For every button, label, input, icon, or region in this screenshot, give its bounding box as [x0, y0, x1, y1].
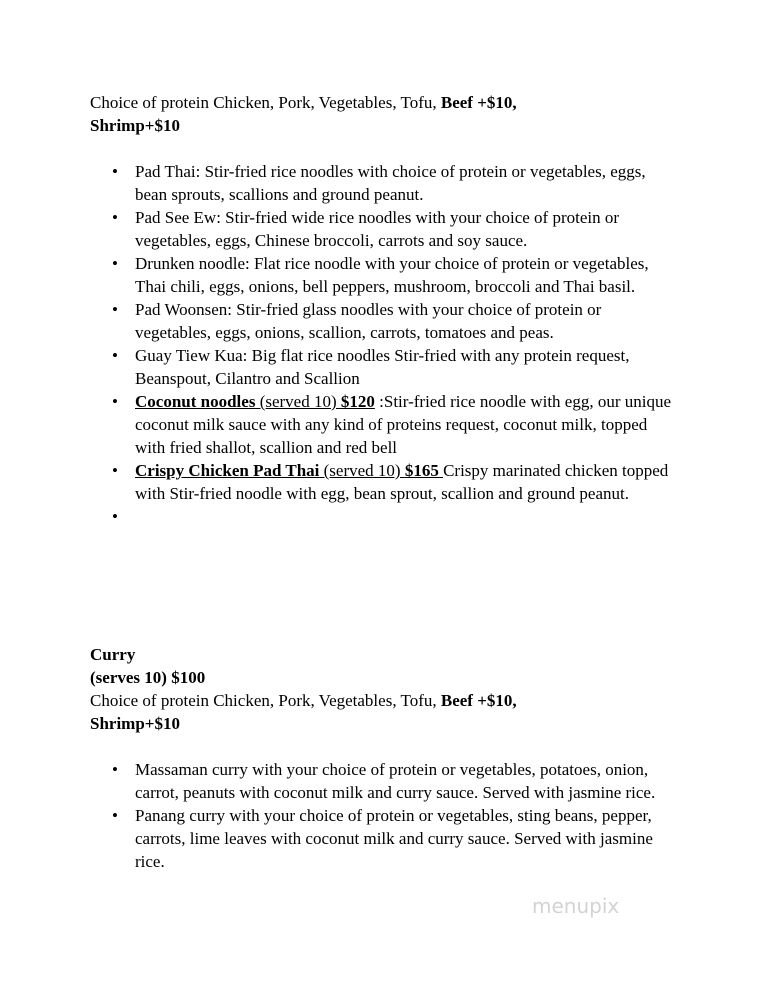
crispy-served: (served 10): [319, 461, 405, 480]
protein-choice-noodles: [90, 91, 690, 137]
bullet: •: [112, 254, 118, 273]
item-text: Massaman curry with your choice of protein or vegetables, potatoes, onion, carrot, peanuts with coconut milk and curry sauce. Served with jasmine rice.: [135, 760, 656, 802]
bullet: •: [112, 507, 118, 526]
bullet: •: [112, 760, 118, 779]
curry-title: Curry: [90, 645, 136, 664]
bullet: •: [112, 162, 118, 181]
bullet: •: [112, 392, 118, 411]
list-item-empty: [110, 505, 680, 528]
noodle-list: [110, 160, 680, 528]
bullet: •: [112, 806, 118, 825]
item-text: Guay Tiew Kua: Big flat rice noodles Stir-fried with any protein request, Beanspout, Cilantro and Scallion: [135, 346, 630, 388]
list-item-crispy-chicken: [110, 459, 680, 505]
list-item: [110, 160, 680, 206]
coconut-price: $120: [340, 392, 375, 411]
protein-choice-text: Choice of protein Chicken, Pork, Vegetables, Tofu,: [90, 691, 441, 710]
list-item-coconut-noodles: [110, 390, 680, 459]
item-text: Panang curry with your choice of protein or vegetables, sting beans, pepper, carrots, lime leaves with coconut milk and curry sauce. Served with jasmine rice.: [135, 806, 653, 871]
shrimp-surcharge: Shrimp+$10: [90, 714, 180, 733]
list-item: [110, 804, 680, 873]
protein-choice-text: Choice of protein Chicken, Pork, Vegetables, Tofu,: [90, 93, 441, 112]
crispy-desc: Crispy marinated chicken topped with Stir-fried noodle with egg, bean sprout, scallion and ground peanut.: [135, 461, 669, 503]
beef-surcharge: Beef +$10,: [440, 691, 517, 710]
coconut-served: (served 10): [255, 392, 341, 411]
list-item: [110, 758, 680, 804]
list-item: [110, 206, 680, 252]
item-text: Pad See Ew: Stir-fried wide rice noodles with your choice of protein or vegetables, eggs, Chinese broccoli, carrots and soy sauce.: [135, 208, 620, 250]
protein-choice-curry: [90, 689, 690, 735]
item-text: Drunken noodle: Flat rice noodle with your choice of protein or vegetables, Thai chili, eggs, onions, bell peppers, mushroom, broccoli and Thai basil.: [135, 254, 649, 296]
item-text: Pad Thai: Stir-fried rice noodles with choice of protein or vegetables, eggs, bean sprouts, scallions and ground peanut.: [135, 162, 646, 204]
list-item: [110, 252, 680, 298]
coconut-desc: :Stir-fried rice noodle with egg, our unique coconut milk sauce with any kind of proteins request, coconut milk, topped with fried shallot, scallion and red bell: [135, 392, 672, 457]
coconut-name: Coconut noodles: [135, 392, 256, 411]
list-item: [110, 344, 680, 390]
crispy-price: $165: [404, 461, 444, 480]
beef-surcharge: Beef +$10,: [440, 93, 517, 112]
curry-serves: (serves 10) $100: [90, 668, 206, 687]
crispy-name: Crispy Chicken Pad Thai: [135, 461, 320, 480]
list-item: [110, 298, 680, 344]
bullet: •: [112, 461, 118, 480]
curry-heading: [90, 643, 690, 689]
bullet: •: [112, 346, 118, 365]
bullet: •: [112, 300, 118, 319]
item-text: Pad Woonsen: Stir-fried glass noodles with your choice of protein or vegetables, eggs, onions, scallion, carrots, tomatoes and peas.: [135, 300, 602, 342]
watermark: menupix: [532, 894, 620, 918]
shrimp-surcharge: Shrimp+$10: [90, 116, 180, 135]
bullet: •: [112, 208, 118, 227]
curry-list: [110, 758, 680, 873]
